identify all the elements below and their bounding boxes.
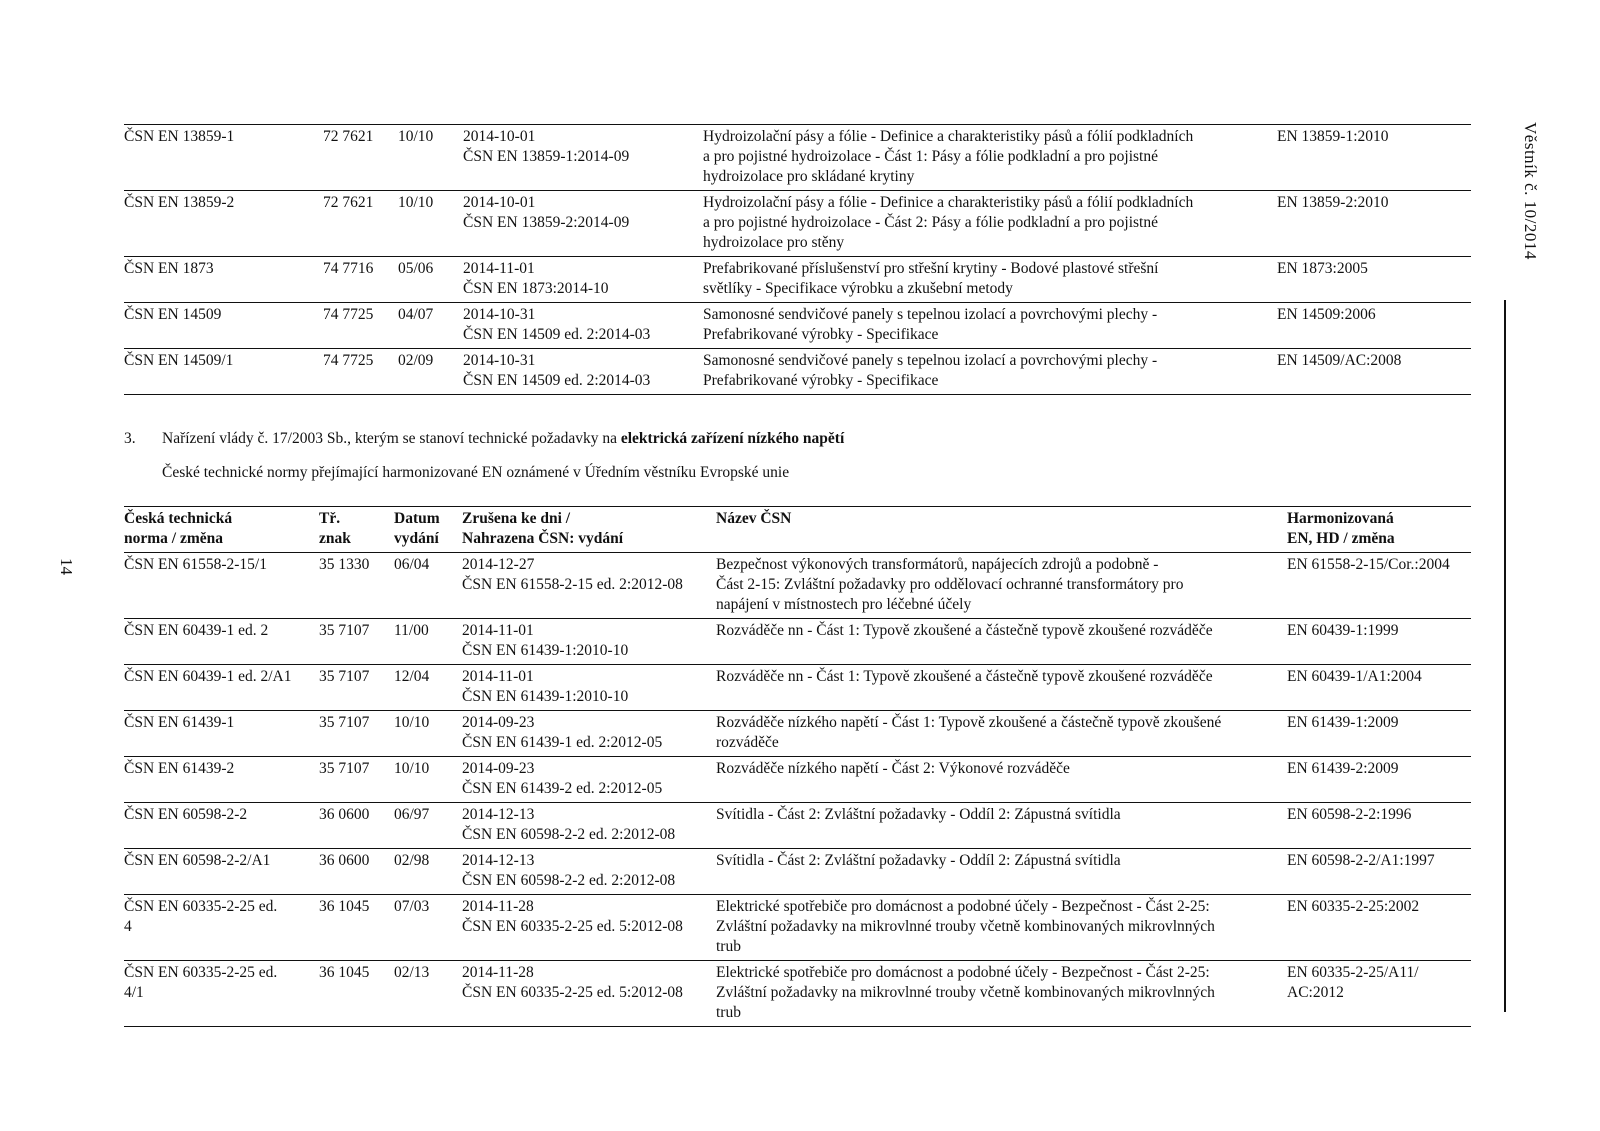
cancel-cell-line: ČSN EN 61439-2 ed. 2:2012-05 <box>462 780 663 797</box>
title-cell <box>716 619 1287 665</box>
title-cell-line: Prefabrikované příslušenství pro střešní krytiny - Bodové plastové střešní <box>703 260 1159 277</box>
date-cell: 11/00 <box>394 622 429 639</box>
date-cell: 02/13 <box>394 964 430 981</box>
title-cell-line: Zvláštní požadavky na mikrovlnné trouby včetně kombinovaných mikrovlnných <box>716 984 1215 1001</box>
header-harmonized: Harmonizovaná EN, HD / změna <box>1287 510 1395 547</box>
harmonized-cell: EN 14509:2006 <box>1277 306 1376 323</box>
title-cell-line: rozváděče <box>716 734 779 751</box>
title-cell-line: trub <box>716 938 741 955</box>
cancel-cell-line: ČSN EN 60598-2-2 ed. 2:2012-08 <box>462 826 676 843</box>
title-cell <box>716 665 1287 711</box>
title-cell-line: Elektrické spotřebiče pro domácnost a podobné účely - Bezpečnost - Část 2-25: <box>716 898 1210 915</box>
cancel-cell-line: ČSN EN 1873:2014-10 <box>463 280 609 297</box>
harmonized-cell <box>1287 711 1471 757</box>
harmonized-cell-line: EN 60598-2-2/A1:1997 <box>1287 852 1435 869</box>
cancel-cell <box>463 257 703 303</box>
title-cell <box>703 191 1277 257</box>
header-title: Název ČSN <box>716 510 792 527</box>
table-row <box>124 849 1471 895</box>
cancel-cell <box>463 303 703 349</box>
norm-cell <box>124 711 319 757</box>
class-cell: 36 1045 <box>319 898 370 915</box>
section-number: 3. <box>124 430 136 447</box>
cancel-cell <box>463 349 703 395</box>
date-cell: 12/04 <box>394 668 430 685</box>
cancel-cell-line: 2014-10-31 <box>463 306 536 323</box>
cancel-cell-line: ČSN EN 60335-2-25 ed. 5:2012-08 <box>462 918 683 935</box>
harmonized-cell <box>1287 665 1471 711</box>
harmonized-cell-line: EN 60598-2-2:1996 <box>1287 806 1412 823</box>
title-cell-line: Svítidla - Část 2: Zvláštní požadavky - Oddíl 2: Zápustná svítidla <box>716 852 1121 869</box>
norm-cell-line: 4/1 <box>124 984 144 1001</box>
harmonized-cell-line: AC:2012 <box>1287 984 1344 1001</box>
title-cell <box>703 303 1277 349</box>
cancel-cell-line: ČSN EN 60335-2-25 ed. 5:2012-08 <box>462 984 683 1001</box>
table-row <box>124 961 1471 1027</box>
title-cell <box>716 803 1287 849</box>
title-cell <box>716 961 1287 1027</box>
table-header-row <box>124 507 1471 553</box>
class-cell: 72 7621 <box>323 128 374 145</box>
harmonized-cell <box>1287 803 1471 849</box>
cancel-cell <box>462 665 716 711</box>
class-cell: 74 7725 <box>323 306 374 323</box>
norm-cell <box>124 619 319 665</box>
norm-cell: ČSN EN 14509/1 <box>124 352 234 369</box>
header-class: Tř. znak <box>319 510 351 547</box>
cancel-cell-line: 2014-12-13 <box>462 806 535 823</box>
table-row <box>124 619 1471 665</box>
title-cell-line: Bezpečnost výkonových transformátorů, napájecích zdrojů a podobně - <box>716 556 1159 573</box>
date-cell: 04/07 <box>398 306 434 323</box>
date-cell: 02/09 <box>398 352 434 369</box>
norm-cell-line: 4 <box>124 918 132 935</box>
table-row <box>124 665 1471 711</box>
date-cell: 10/10 <box>394 760 430 777</box>
class-cell: 35 1330 <box>319 556 370 573</box>
cancel-cell-line: 2014-11-01 <box>462 622 534 639</box>
class-cell: 35 7107 <box>319 714 370 731</box>
norm-cell-line: ČSN EN 60335-2-25 ed. <box>124 898 278 915</box>
harmonized-cell: EN 13859-2:2010 <box>1277 194 1389 211</box>
norm-cell <box>124 895 319 961</box>
cancel-cell <box>462 619 716 665</box>
harmonized-cell-line: EN 60439-1/A1:2004 <box>1287 668 1422 685</box>
date-cell: 07/03 <box>394 898 430 915</box>
title-cell <box>716 849 1287 895</box>
harmonized-cell: EN 1873:2005 <box>1277 260 1368 277</box>
cancel-cell-line: ČSN EN 61439-1:2010-10 <box>462 642 629 659</box>
title-cell <box>716 711 1287 757</box>
cancel-cell <box>462 553 716 619</box>
date-cell: 10/10 <box>394 714 430 731</box>
harmonized-cell: EN 13859-1:2010 <box>1277 128 1389 145</box>
title-cell-line: Prefabrikované výrobky - Specifikace <box>703 326 939 343</box>
title-cell-line: hydroizolace pro skládané krytiny <box>703 168 915 185</box>
harmonized-cell-line: EN 61439-1:2009 <box>1287 714 1399 731</box>
cancel-cell <box>463 191 703 257</box>
title-cell-line: napájení v místnostech pro léčebné účely <box>716 596 972 613</box>
margin-rule <box>1504 300 1506 1012</box>
cancel-cell-line: 2014-10-31 <box>463 352 536 369</box>
title-cell-line: Prefabrikované výrobky - Specifikace <box>703 372 939 389</box>
standards-table-continued <box>124 124 1471 395</box>
cancel-cell-line: ČSN EN 61439-1:2010-10 <box>462 688 629 705</box>
harmonized-cell: EN 14509/AC:2008 <box>1277 352 1402 369</box>
table-row <box>124 895 1471 961</box>
norm-cell: ČSN EN 13859-1 <box>124 128 235 145</box>
cancel-cell <box>462 961 716 1027</box>
title-cell <box>716 553 1287 619</box>
table-row <box>124 553 1471 619</box>
section-text: Nařízení vlády č. 17/2003 Sb., kterým se stanoví technické požadavky na <box>162 430 621 447</box>
header-norm: Česká technická norma / změna <box>124 510 233 547</box>
date-cell: 02/98 <box>394 852 430 869</box>
cancel-cell-line: 2014-10-01 <box>463 128 536 145</box>
cancel-cell-line: ČSN EN 14509 ed. 2:2014-03 <box>463 326 651 343</box>
norm-cell-line: ČSN EN 61439-1 <box>124 714 235 731</box>
cancel-cell-line: 2014-12-13 <box>462 852 535 869</box>
title-cell-line: světlíky - Specifikace výrobku a zkušební metody <box>703 280 1013 297</box>
norm-cell <box>124 665 319 711</box>
cancel-cell-line: 2014-09-23 <box>462 714 535 731</box>
cancel-cell <box>463 125 703 191</box>
cancel-cell-line: 2014-11-01 <box>463 260 535 277</box>
cancel-cell-line: 2014-09-23 <box>462 760 535 777</box>
title-cell-line: Část 2-15: Zvláštní požadavky pro oddělovací ochranné transformátory pro <box>716 576 1184 593</box>
journal-issue-label: Věstník č. 10/2014 <box>1521 122 1540 260</box>
title-cell-line: a pro pojistné hydroizolace - Část 1: Pásy a fólie podkladní a pro pojistné <box>703 148 1158 165</box>
class-cell: 74 7725 <box>323 352 374 369</box>
class-cell: 36 0600 <box>319 806 370 823</box>
norm-cell-line: ČSN EN 60598-2-2/A1 <box>124 852 271 869</box>
class-cell: 74 7716 <box>323 260 374 277</box>
cancel-cell-line: 2014-12-27 <box>462 556 535 573</box>
cancel-cell-line: 2014-10-01 <box>463 194 536 211</box>
class-cell: 35 7107 <box>319 622 370 639</box>
section-text-bold: elektrická zařízení nízkého napětí <box>620 430 845 447</box>
norm-cell-line: ČSN EN 60439-1 ed. 2 <box>124 622 269 639</box>
title-cell-line: trub <box>716 1004 741 1021</box>
cancel-cell-line: 2014-11-28 <box>462 898 534 915</box>
norm-cell-line: ČSN EN 60335-2-25 ed. <box>124 964 278 981</box>
title-cell-line: Hydroizolační pásy a fólie - Definice a charakteristiky pásů a fólií podkladních <box>703 194 1194 211</box>
cancel-cell-line: ČSN EN 61558-2-15 ed. 2:2012-08 <box>462 576 683 593</box>
table-row <box>124 125 1471 191</box>
title-cell-line: Samonosné sendvičové panely s tepelnou izolací a povrchovými plechy - <box>703 306 1158 323</box>
norm-cell-line: ČSN EN 60439-1 ed. 2/A1 <box>124 668 292 685</box>
class-cell: 36 1045 <box>319 964 370 981</box>
norm-cell-line: ČSN EN 61439-2 <box>124 760 235 777</box>
cancel-cell-line: 2014-11-28 <box>462 964 534 981</box>
norm-cell <box>124 553 319 619</box>
class-cell: 35 7107 <box>319 668 370 685</box>
table-row <box>124 349 1471 395</box>
cancel-cell-line: ČSN EN 60598-2-2 ed. 2:2012-08 <box>462 872 676 889</box>
table-row <box>124 191 1471 257</box>
norm-cell <box>124 757 319 803</box>
harmonized-cell-line: EN 61439-2:2009 <box>1287 760 1399 777</box>
title-cell-line: a pro pojistné hydroizolace - Část 2: Pásy a fólie podkladní a pro pojistné <box>703 214 1158 231</box>
class-cell: 36 0600 <box>319 852 370 869</box>
title-cell <box>703 125 1277 191</box>
cancel-cell-line: ČSN EN 14509 ed. 2:2014-03 <box>463 372 651 389</box>
cancel-cell <box>462 849 716 895</box>
norm-cell: ČSN EN 13859-2 <box>124 194 235 211</box>
cancel-cell-line: ČSN EN 13859-1:2014-09 <box>463 148 630 165</box>
table-row <box>124 257 1471 303</box>
harmonized-cell-line: EN 60439-1:1999 <box>1287 622 1399 639</box>
section-3-heading <box>124 429 844 449</box>
title-cell-line: Hydroizolační pásy a fólie - Definice a charakteristiky pásů a fólií podkladních <box>703 128 1194 145</box>
date-cell: 06/97 <box>394 806 430 823</box>
harmonized-cell <box>1287 895 1471 961</box>
class-cell: 35 7107 <box>319 760 370 777</box>
header-date: Datum vydání <box>394 510 440 547</box>
harmonized-cell-line: EN 61558-2-15/Cor.:2004 <box>1287 556 1450 573</box>
title-cell-line: Zvláštní požadavky na mikrovlnné trouby včetně kombinovaných mikrovlnných <box>716 918 1215 935</box>
date-cell: 06/04 <box>394 556 430 573</box>
harmonized-cell <box>1287 849 1471 895</box>
class-cell: 72 7621 <box>323 194 374 211</box>
norm-cell-line: ČSN EN 61558-2-15/1 <box>124 556 267 573</box>
cancel-cell <box>462 757 716 803</box>
harmonized-cell-line: EN 60335-2-25:2002 <box>1287 898 1420 915</box>
header-cancel: Zrušena ke dni / Nahrazena ČSN: vydání <box>462 510 624 547</box>
cancel-cell <box>462 711 716 757</box>
title-cell-line: Rozváděče nízkého napětí - Část 2: Výkonové rozváděče <box>716 760 1070 777</box>
standards-table-section-3 <box>124 506 1471 1027</box>
table-row <box>124 303 1471 349</box>
title-cell-line: Rozváděče nízkého napětí - Část 1: Typově zkoušené a částečně typově zkoušené <box>716 714 1222 731</box>
title-cell-line: Svítidla - Část 2: Zvláštní požadavky - Oddíl 2: Zápustná svítidla <box>716 806 1121 823</box>
title-cell <box>716 895 1287 961</box>
norm-cell: ČSN EN 1873 <box>124 260 214 277</box>
cancel-cell-line: ČSN EN 61439-1 ed. 2:2012-05 <box>462 734 663 751</box>
title-cell-line: Rozváděče nn - Část 1: Typově zkoušené a částečně typově zkoušené rozváděče <box>716 668 1213 685</box>
date-cell: 10/10 <box>398 194 434 211</box>
title-cell <box>703 349 1277 395</box>
norm-cell: ČSN EN 14509 <box>124 306 222 323</box>
cancel-cell <box>462 803 716 849</box>
harmonized-cell <box>1287 961 1471 1027</box>
harmonized-cell <box>1287 757 1471 803</box>
title-cell-line: Elektrické spotřebiče pro domácnost a podobné účely - Bezpečnost - Část 2-25: <box>716 964 1210 981</box>
table-row <box>124 757 1471 803</box>
norm-cell <box>124 803 319 849</box>
title-cell <box>716 757 1287 803</box>
title-cell-line: Rozváděče nn - Část 1: Typově zkoušené a částečně typově zkoušené rozváděče <box>716 622 1213 639</box>
harmonized-cell <box>1287 553 1471 619</box>
table-row <box>124 711 1471 757</box>
date-cell: 10/10 <box>398 128 434 145</box>
norm-cell-line: ČSN EN 60598-2-2 <box>124 806 248 823</box>
date-cell: 05/06 <box>398 260 434 277</box>
title-cell <box>703 257 1277 303</box>
norm-cell <box>124 961 319 1027</box>
cancel-cell <box>462 895 716 961</box>
title-cell-line: hydroizolace pro stěny <box>703 234 845 251</box>
table-row <box>124 803 1471 849</box>
page-number: 14 <box>57 558 76 575</box>
harmonized-cell <box>1287 619 1471 665</box>
cancel-cell-line: ČSN EN 13859-2:2014-09 <box>463 214 630 231</box>
norm-cell <box>124 849 319 895</box>
section-3-subtitle: České technické normy přejímající harmonizované EN oznámené v Úředním věstníku Evropské unie <box>162 464 790 481</box>
title-cell-line: Samonosné sendvičové panely s tepelnou izolací a povrchovými plechy - <box>703 352 1158 369</box>
cancel-cell-line: 2014-11-01 <box>462 668 534 685</box>
harmonized-cell-line: EN 60335-2-25/A11/ <box>1287 964 1419 981</box>
